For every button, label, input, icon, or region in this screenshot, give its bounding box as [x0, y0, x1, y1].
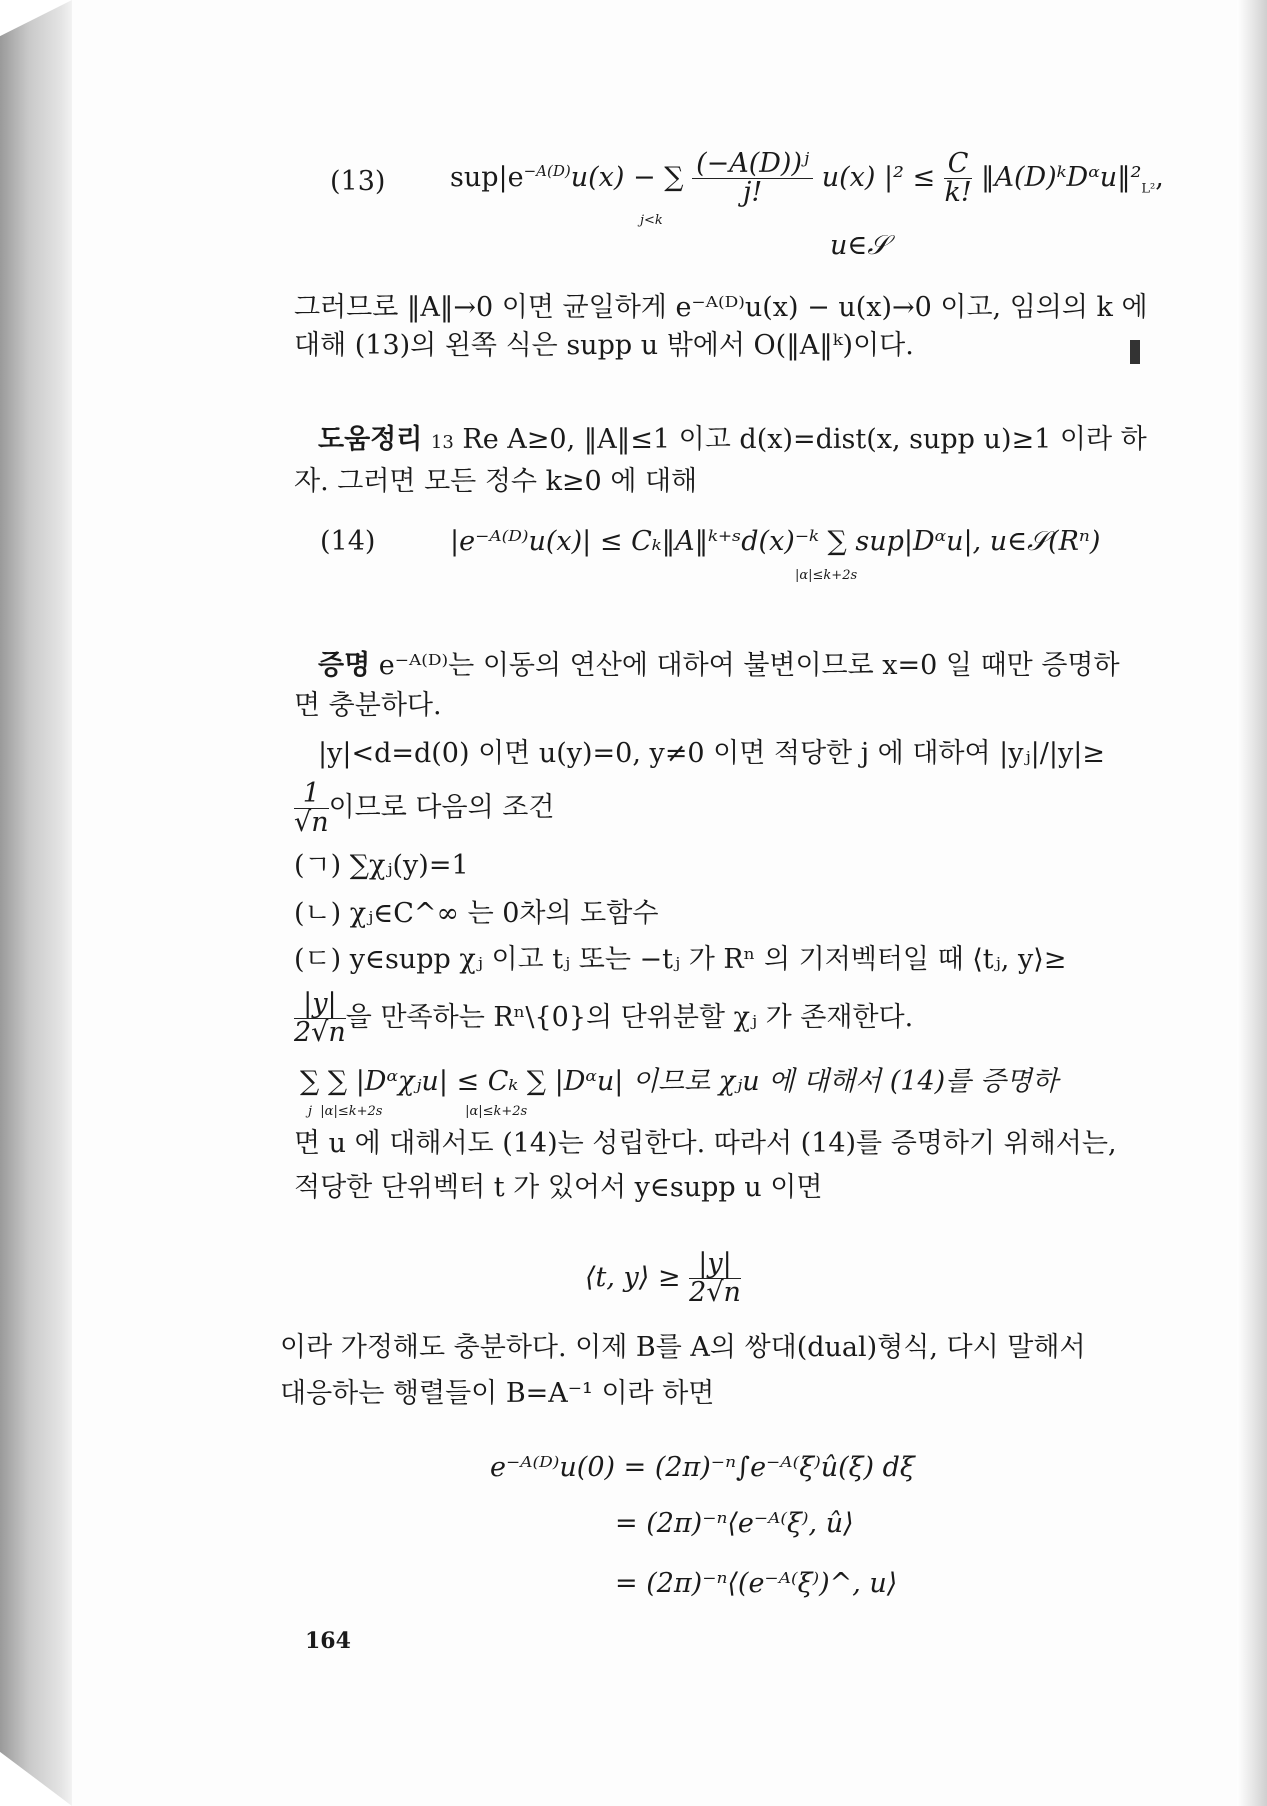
- page-number: 164: [305, 1628, 351, 1654]
- text-line: 자. 그러면 모든 정수 k≥0 에 대해: [294, 466, 698, 497]
- final-equation-line: e⁻ᴬ⁽ᴰ⁾u(0) = (2π)⁻ⁿ∫e⁻ᴬ⁽ξ⁾û(ξ) dξ: [490, 1452, 915, 1483]
- eq13-fraction: [692, 150, 813, 207]
- text-line: 대응하는 행렬들이 B=A⁻¹ 이라 하면: [280, 1378, 715, 1409]
- fraction-y-over-2sqrt-n: [294, 990, 346, 1047]
- condition-b: (ㄴ) χⱼ∈C^∞ 는 0차의 도함수: [294, 898, 659, 929]
- eq13-part: sup|e: [450, 162, 524, 193]
- fraction-part: 1: [294, 780, 329, 809]
- fraction-y-over-2sqrt-n: [689, 1250, 741, 1307]
- lemma-13: [318, 424, 1147, 459]
- equation-13: [450, 150, 1164, 207]
- eq13-part: k!: [944, 177, 972, 208]
- fraction-part: 2√n: [294, 1017, 346, 1048]
- text-line: 그러므로 ‖A‖→0 이면 균일하게 e⁻ᴬ⁽ᴰ⁾u(x) − u(x)→0 이고, 임의의 k 에: [294, 292, 1148, 323]
- eq13-part: u(x) |² ≤: [821, 162, 936, 193]
- eq13-part: L²: [1141, 181, 1156, 197]
- eq13-part: −A(D): [523, 162, 571, 180]
- sum-subscripts: j |α|≤k+2s |α|≤k+2s: [308, 1104, 528, 1119]
- eq13-part: (−A(D))ʲ: [692, 150, 813, 179]
- text-line: 이라 가정해도 충분하다. 이제 B를 A의 쌍대(dual)형식, 다시 말해서: [280, 1332, 1086, 1363]
- condition-a: (ㄱ) ∑χⱼ(y)=1: [294, 850, 469, 881]
- text-line: 적당한 단위벡터 t 가 있어서 y∈supp u 이면: [294, 1172, 823, 1203]
- text-line: ∑ ∑ |Dᵅχⱼu| ≤ Cₖ ∑ |Dᵅu| 이므로 χⱼu 에 대해서 (14)를 증명하: [300, 1066, 1059, 1097]
- fraction-part: |y|: [689, 1250, 741, 1279]
- eq13-part: ‖A(D)ᵏDᵅu‖²: [981, 162, 1142, 193]
- eq13-part: ,: [1155, 162, 1164, 193]
- inequality-lhs: ⟨t, y⟩ ≥: [585, 1262, 681, 1293]
- proof-line: [294, 780, 554, 837]
- proof-title: 증명: [318, 650, 371, 681]
- page-shadow: [1237, 0, 1267, 1806]
- text-line: 이므로 다음의 조건: [328, 792, 555, 823]
- text-line: 면 충분하다.: [294, 690, 442, 721]
- equation-14: |e⁻ᴬ⁽ᴰ⁾u(x)| ≤ Cₖ‖A‖ᵏ⁺ˢd(x)⁻ᵏ ∑ sup|Dᵅu|, u∈𝒮(Rⁿ): [450, 526, 1101, 557]
- text-line: e⁻ᴬ⁽ᴰ⁾는 이동의 연산에 대하여 불변이므로 x=0 일 때만 증명하: [378, 650, 1120, 681]
- text-line: |y|<d=d(0) 이면 u(y)=0, y≠0 이면 적당한 j 에 대하여 |yⱼ|/|y|≥: [318, 738, 1105, 769]
- book-page-edge: [0, 0, 72, 1806]
- text-line: 면 u 에 대해서도 (14)는 성립한다. 따라서 (14)를 증명하기 위해서는,: [294, 1128, 1117, 1159]
- text-line: 을 만족하는 Rⁿ\{0}의 단위분할 χⱼ 가 존재한다.: [345, 1002, 914, 1033]
- equation-13-label: (13): [330, 166, 386, 197]
- eq13-part: u(x) − ∑: [570, 162, 684, 193]
- eq13-sum-subscript: j<k: [640, 213, 663, 228]
- lemma-title: 도움정리: [318, 424, 423, 455]
- eq13-part: j!: [743, 177, 763, 208]
- proof-line: [294, 990, 913, 1047]
- eq13-domain: u∈𝒮: [830, 230, 889, 261]
- fraction-part: |y|: [294, 990, 346, 1019]
- display-inequality: [585, 1250, 741, 1307]
- text-line: 대해 (13)의 왼쪽 식은 supp u 밖에서 O(‖A‖ᵏ)이다.: [294, 330, 914, 361]
- text-line: Re A≥0, ‖A‖≤1 이고 d(x)=dist(x, supp u)≥1 이라 하: [462, 424, 1147, 455]
- eq13-part: C: [944, 150, 973, 179]
- fraction-1-over-sqrt-n: [294, 780, 329, 837]
- fraction-part: √n: [294, 807, 329, 838]
- condition-c: (ㄷ) y∈supp χⱼ 이고 tⱼ 또는 −tⱼ 가 Rⁿ 의 기저벡터일 때 ⟨tⱼ, y⟩≥: [294, 944, 1067, 975]
- final-equation-line: = (2π)⁻ⁿ⟨(e⁻ᴬ⁽ξ⁾)^, u⟩: [615, 1568, 898, 1599]
- eq14-sum-subscript: |α|≤k+2s: [795, 568, 858, 583]
- proof-line: [318, 650, 1120, 682]
- fraction-part: 2√n: [689, 1277, 741, 1308]
- equation-14-label: (14): [320, 526, 376, 557]
- lemma-number: 13: [430, 432, 454, 453]
- qed-mark: [1130, 340, 1140, 364]
- eq13-constant-fraction: [944, 150, 973, 207]
- final-equation-line: = (2π)⁻ⁿ⟨e⁻ᴬ⁽ξ⁾, û⟩: [615, 1508, 854, 1539]
